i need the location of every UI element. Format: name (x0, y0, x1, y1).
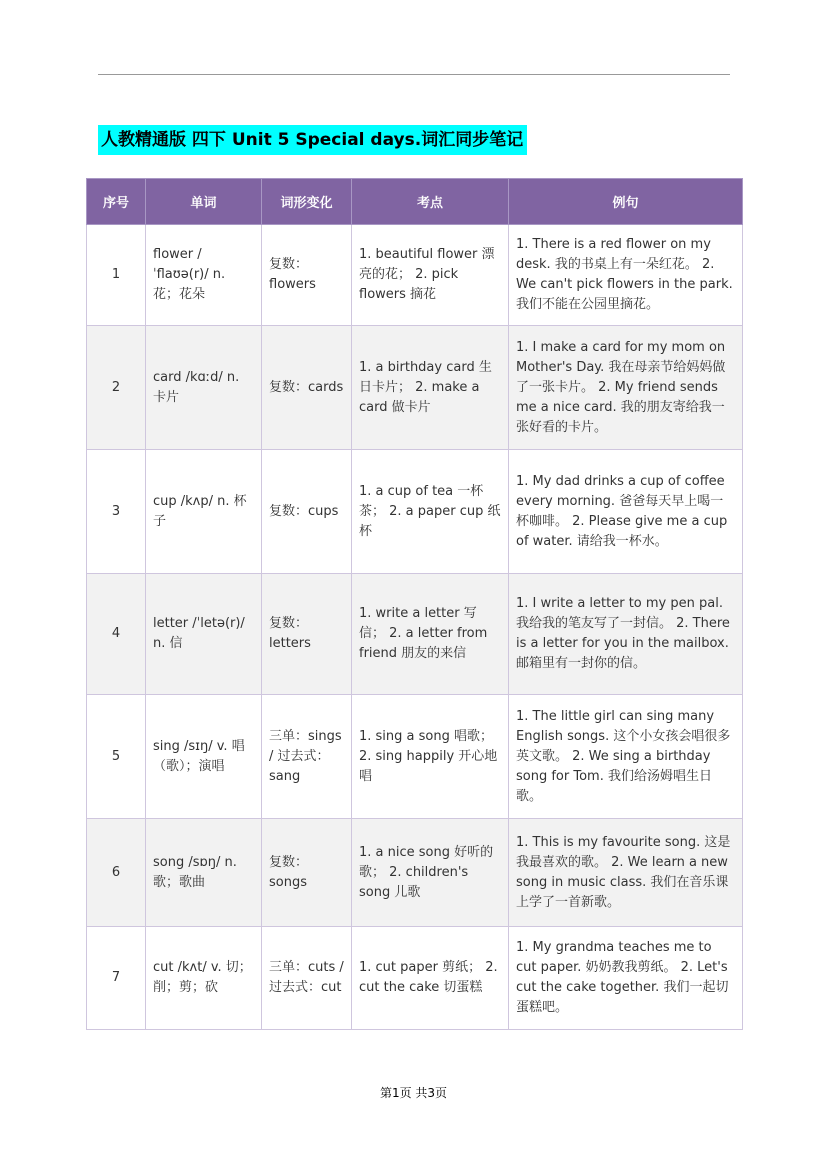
word-cell: song /sɒŋ/ n. 歌；歌曲 (146, 819, 262, 927)
header-number: 序号 (87, 179, 146, 225)
row-number: 3 (87, 450, 146, 574)
table-row (87, 225, 743, 326)
table-row (87, 574, 743, 695)
points-cell: 1. a birthday card 生日卡片； 2. make a card 做卡片 (352, 326, 509, 450)
table-row (87, 326, 743, 450)
examples-cell: 1. My dad drinks a cup of coffee every morning. 爸爸每天早上喝一杯咖啡。 2. Please give me a cup of water. 请给我一杯水。 (509, 450, 743, 574)
forms-cell: 三单：sings / 过去式：sang (262, 695, 352, 819)
vocabulary-table (86, 178, 743, 1030)
header-examples: 例句 (509, 179, 743, 225)
header-forms: 词形变化 (262, 179, 352, 225)
points-cell: 1. sing a song 唱歌； 2. sing happily 开心地唱 (352, 695, 509, 819)
points-cell: 1. beautiful flower 漂亮的花； 2. pick flowers 摘花 (352, 225, 509, 326)
header-word: 单词 (146, 179, 262, 225)
header-rule (98, 74, 730, 75)
table-header-row (87, 179, 743, 225)
examples-cell: 1. I write a letter to my pen pal. 我给我的笔友写了一封信。 2. There is a letter for you in the mailbox. 邮箱里有一封你的信。 (509, 574, 743, 695)
forms-cell: 复数：letters (262, 574, 352, 695)
table-row (87, 819, 743, 927)
word-cell: card /kɑːd/ n. 卡片 (146, 326, 262, 450)
examples-cell: 1. I make a card for my mom on Mother's Day. 我在母亲节给妈妈做了一张卡片。 2. My friend sends me a nice card. 我的朋友寄给我一张好看的卡片。 (509, 326, 743, 450)
table-row (87, 450, 743, 574)
word-cell: flower /ˈflaʊə(r)/ n. 花；花朵 (146, 225, 262, 326)
page-footer: 第1页 共3页 (379, 1086, 448, 1100)
examples-cell: 1. My grandma teaches me to cut paper. 奶奶教我剪纸。 2. Let's cut the cake together. 我们一起切蛋糕吧。 (509, 927, 743, 1030)
row-number: 4 (87, 574, 146, 695)
header-points: 考点 (352, 179, 509, 225)
document-title: 人教精通版 四下 Unit 5 Special days.词汇同步笔记 (98, 125, 527, 155)
forms-cell: 复数：cups (262, 450, 352, 574)
points-cell: 1. a cup of tea 一杯茶； 2. a paper cup 纸杯 (352, 450, 509, 574)
row-number: 7 (87, 927, 146, 1030)
row-number: 6 (87, 819, 146, 927)
word-cell: letter /ˈletə(r)/ n. 信 (146, 574, 262, 695)
examples-cell: 1. This is my favourite song. 这是我最喜欢的歌。 2. We learn a new song in music class. 我们在音乐课上学了一首新歌。 (509, 819, 743, 927)
row-number: 1 (87, 225, 146, 326)
points-cell: 1. cut paper 剪纸； 2. cut the cake 切蛋糕 (352, 927, 509, 1030)
forms-cell: 复数：cards (262, 326, 352, 450)
forms-cell: 复数：flowers (262, 225, 352, 326)
row-number: 5 (87, 695, 146, 819)
points-cell: 1. a nice song 好听的歌； 2. children's song 儿歌 (352, 819, 509, 927)
row-number: 2 (87, 326, 146, 450)
word-cell: cup /kʌp/ n. 杯子 (146, 450, 262, 574)
examples-cell: 1. There is a red flower on my desk. 我的书桌上有一朵红花。 2. We can't pick flowers in the park. 我们不能在公园里摘花。 (509, 225, 743, 326)
forms-cell: 复数：songs (262, 819, 352, 927)
table-row (87, 695, 743, 819)
word-cell: cut /kʌt/ v. 切；削；剪；砍 (146, 927, 262, 1030)
word-cell: sing /sɪŋ/ v. 唱（歌）；演唱 (146, 695, 262, 819)
table-row (87, 927, 743, 1030)
examples-cell: 1. The little girl can sing many English songs. 这个小女孩会唱很多英文歌。 2. We sing a birthday song for Tom. 我们给汤姆唱生日歌。 (509, 695, 743, 819)
points-cell: 1. write a letter 写信； 2. a letter from friend 朋友的来信 (352, 574, 509, 695)
forms-cell: 三单：cuts / 过去式：cut (262, 927, 352, 1030)
